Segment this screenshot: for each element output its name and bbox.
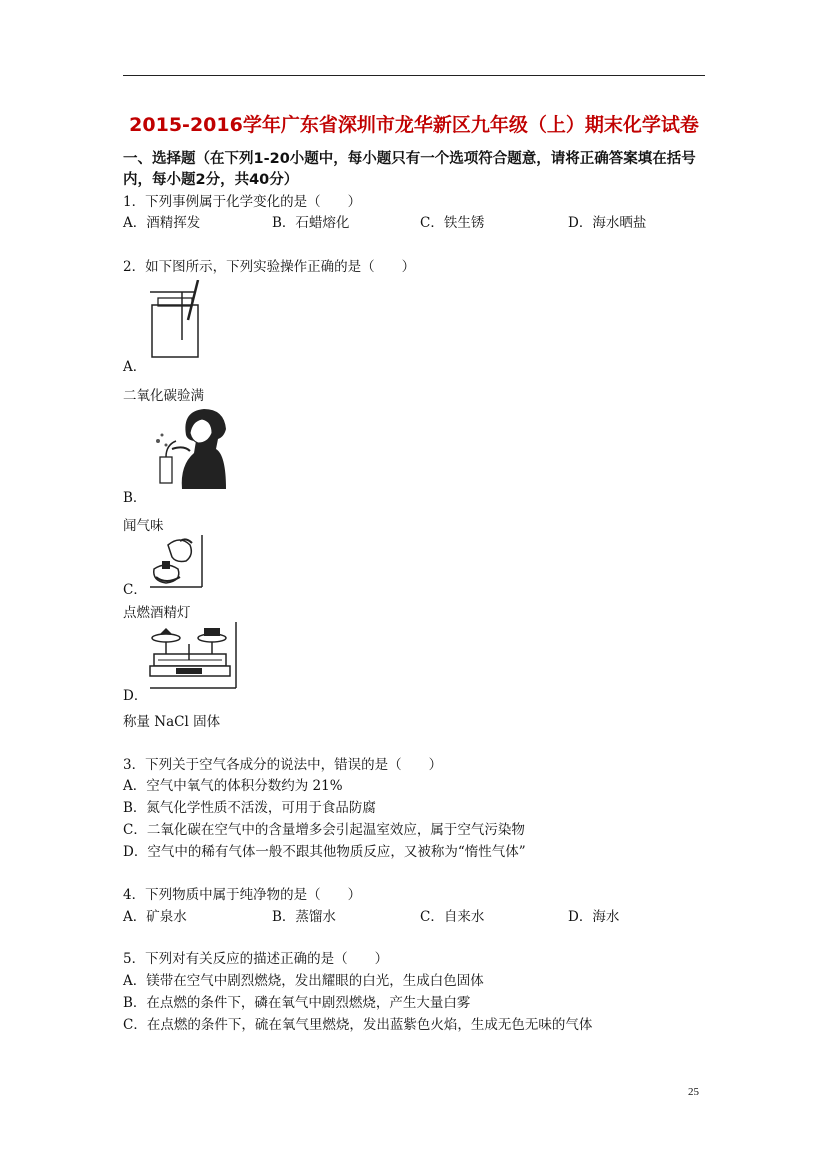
- q4-stem: 4．下列物质中属于纯净物的是（ ）: [123, 887, 362, 903]
- q5-option-c: C．在点燃的条件下，硫在氧气里燃烧，发出蓝紫色火焰，生成无色无味的气体: [123, 1017, 593, 1033]
- q5-option-b: B．在点燃的条件下，磷在氧气中剧烈燃烧，产生大量白雾: [123, 995, 471, 1011]
- q4-option-b: B．蒸馏水: [272, 909, 336, 925]
- q3-stem: 3．下列关于空气各成分的说法中，错误的是（ ）: [123, 757, 443, 773]
- q2-option-d-letter: D．: [123, 688, 148, 704]
- q1-stem: 1．下列事例属于化学变化的是（ ）: [123, 194, 362, 210]
- q2-option-a-caption: 二氧化碳验满: [123, 388, 204, 404]
- q2-option-b-letter: B．: [123, 490, 147, 506]
- q2-stem: 2．如下图所示，下列实验操作正确的是（ ）: [123, 259, 416, 275]
- q4-option-c: C．自来水: [420, 909, 485, 925]
- section-heading-line-2: 内，每小题2分，共40分）: [123, 172, 299, 188]
- balance-weighing-figure: [146, 620, 238, 690]
- q2-option-c-letter: C．: [123, 582, 147, 598]
- q3-option-a: A．空气中氧气的体积分数约为 21%: [123, 778, 343, 794]
- q3-option-d: D．空气中的稀有气体一般不跟其他物质反应，又被称为“惰性气体”: [123, 844, 526, 860]
- smelling-gas-figure: [146, 405, 228, 491]
- q3-option-c: C．二氧化碳在空气中的含量增多会引起温室效应，属于空气污染物: [123, 822, 525, 838]
- q3-option-b: B．氮气化学性质不活泼，可用于食品防腐: [123, 800, 376, 816]
- q1-option-c: C．铁生锈: [420, 215, 485, 231]
- q5-stem: 5．下列对有关反应的描述正确的是（ ）: [123, 951, 389, 967]
- q1-option-b: B．石蜡熔化: [272, 215, 350, 231]
- q2-option-d-caption: 称量 NaCl 固体: [123, 714, 221, 730]
- q2-option-c-caption: 点燃酒精灯: [123, 605, 191, 621]
- exam-title: 2015-2016学年广东省深圳市龙华新区九年级（上）期末化学试卷: [129, 114, 699, 136]
- co2-full-test-figure: [146, 280, 206, 360]
- q2-option-a-letter: A．: [123, 359, 147, 375]
- page-number: 25: [688, 1086, 699, 1098]
- q4-option-a: A．矿泉水: [123, 909, 187, 925]
- q4-option-d: D．海水: [568, 909, 620, 925]
- q5-option-a: A．镁带在空气中剧烈燃烧，发出耀眼的白光，生成白色固体: [123, 973, 484, 989]
- q2-option-b-caption: 闻气味: [123, 518, 164, 534]
- header-rule: [123, 75, 705, 76]
- q1-option-a: A．酒精挥发: [123, 215, 201, 231]
- alcohol-lamp-figure: [146, 533, 206, 589]
- section-heading-line-1: 一、选择题（在下列1-20小题中，每小题只有一个选项符合题意，请将正确答案填在括号: [123, 151, 696, 167]
- q1-option-d: D．海水晒盐: [568, 215, 647, 231]
